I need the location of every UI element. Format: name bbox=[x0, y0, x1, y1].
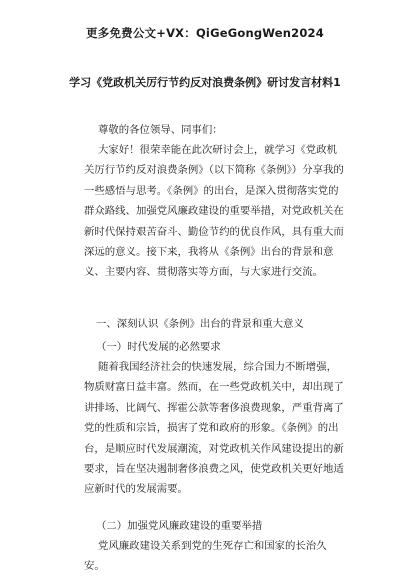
subsection-paragraph: 随着我国经济社会的快速发展，综合国力不断增强，物质财富日益丰富。然而，在一些党政机关中，却出现了讲排场、比阔气、挥霍公款等奢侈浪费现象，严重背离了党的性质和宗旨，损害了党和政府的形象。《条例》的出台，是顺应时代发展潮流，对党政机关作风建设提出的新要求，旨在坚决遏制奢侈浪费之风，使党政机关更好地适应新时代的发展需要。 bbox=[84, 361, 344, 496]
greeting-line: 尊敬的各位领导、同事们： bbox=[98, 124, 223, 136]
document-title: 学习《党政机关厉行节约反对浪费条例》研讨发言材料1 bbox=[69, 76, 341, 89]
subsection-heading: （二）加强党风廉政建设的重要举措 bbox=[96, 520, 263, 532]
section-heading: 一、深刻认识《条例》出台的背景和重大意义 bbox=[96, 318, 304, 330]
subsection-paragraph: 党风廉政建设关系到党的生死存亡和国家的长治久安。 bbox=[84, 540, 327, 573]
promo-header: 更多免费公文+VX：QiGeGongWen2024 bbox=[86, 26, 324, 40]
subsection-heading: （一）时代发展的必然要求 bbox=[96, 341, 221, 353]
intro-paragraph: 大家好！很荣幸能在此次研讨会上，就学习《党政机关厉行节约反对浪费条例》（以下简称《条例》）分享我的一些感悟与思考。《条例》的出台，是深入贯彻落实党的群众路线、加强党风廉政建设的重要举措，对党政机关在新时代保持艰苦奋斗、勤俭节约的优良作风，具有重大而深远的意义。接下来，我将从《条例》出台的背景和意义、主要内容、贯彻落实等方面，与大家进行交流。 bbox=[84, 144, 344, 279]
